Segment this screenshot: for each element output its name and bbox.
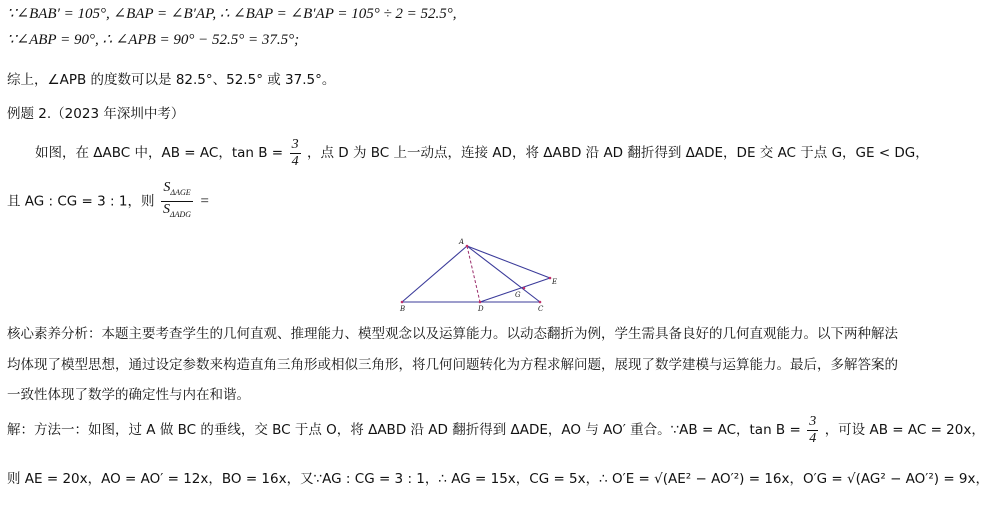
fraction-numerator: 3 [809,413,817,429]
analysis-line-3 [7,385,952,405]
problem-text: ，点 D 为 BC 上一动点，连接 AD，将 ΔABD 沿 AD 翻折得到 ΔADE，DE 交 AC 于点 G，GE < DG， [307,145,929,161]
problem-line-2 [7,180,952,223]
fraction-denominator: 4 [809,430,817,446]
math-expression: ∵∠BAB′ = 105°, ∠BAP = ∠B′AP, ∴ ∠BAP = ∠B′AP = 105° ÷ 2 = 52.5°, [7,6,457,22]
analysis-line-2 [7,355,952,375]
text-line-1 [7,4,952,24]
solution-line-1 [7,412,985,448]
text-line-4 [7,104,952,124]
summary-text: 综上，∠APB 的度数可以是 82.5°、52.5° 或 37.5°。 [7,72,336,88]
problem-line-1 [35,136,952,170]
problem-text: 且 AG : CG = 3 : 1，则 [7,193,155,210]
example-heading: 例题 2.（2023 年深圳中考） [7,106,185,122]
label-G: G [515,291,521,299]
tanB-fraction-2 [807,414,818,447]
label-B: B [400,305,406,313]
geometry-figure [392,234,562,314]
solution-text: 解：方法一：如图，过 A 做 BC 的垂线，交 BC 于点 O，将 ΔABD 沿 AD 翻折得到 ΔADE，AO 与 AO′ 重合。∵AB = AC，tan B = [7,422,801,438]
solution-text: 则 AE = 20x，AO = AO′ = 12x，BO = 16x，又∵AG : CG = 3 : 1，∴ AG = 15x，CG = 5x，∴ O′E = √(AE² − AO′²) = 16x，O′G = √(AG² − AO′²) = 9x， [7,471,989,487]
fraction-denominator: 4 [291,153,299,169]
analysis-text: 核心素养分析：本题主要考查学生的几何直观、推理能力、模型观念以及运算能力。以动态翻折为例，学生需具备良好的几何直观能力。以下两种解法 [7,326,898,342]
math-expression: ∵∠ABP = 90°, ∴ ∠APB = 90° − 52.5° = 37.5°; [7,32,300,48]
label-D: D [478,305,484,313]
label-E: E [552,278,558,286]
solution-line-2 [7,466,989,492]
equals-sign: = [199,193,210,210]
label-A: A [459,238,465,246]
fraction-numerator: $S_{\Delta AGE}$ [161,180,193,202]
fraction-numerator: 3 [291,136,299,152]
analysis-text: 均体现了模型思想，通过设定参数来构造直角三角形或相似三角形，将几何问题转化为方程求解问题，展现了数学建模与运算能力。最后，多解答案的 [7,357,898,373]
area-ratio-fraction [161,180,193,223]
tanB-fraction [290,137,301,170]
solution-text: ，可设 AB = AC = 20x， [824,422,985,438]
analysis-line-1 [7,324,952,344]
fraction-denominator: $S_{\Delta ADG}$ [162,201,192,219]
text-line-2 [7,30,952,50]
analysis-text: 一致性体现了数学的确定性与内在和谐。 [7,387,250,403]
label-C: C [538,305,544,313]
triangle-diagram [392,234,562,314]
text-line-3 [7,70,952,90]
problem-text: 如图，在 ΔABC 中，AB = AC，tan B = [35,145,284,161]
